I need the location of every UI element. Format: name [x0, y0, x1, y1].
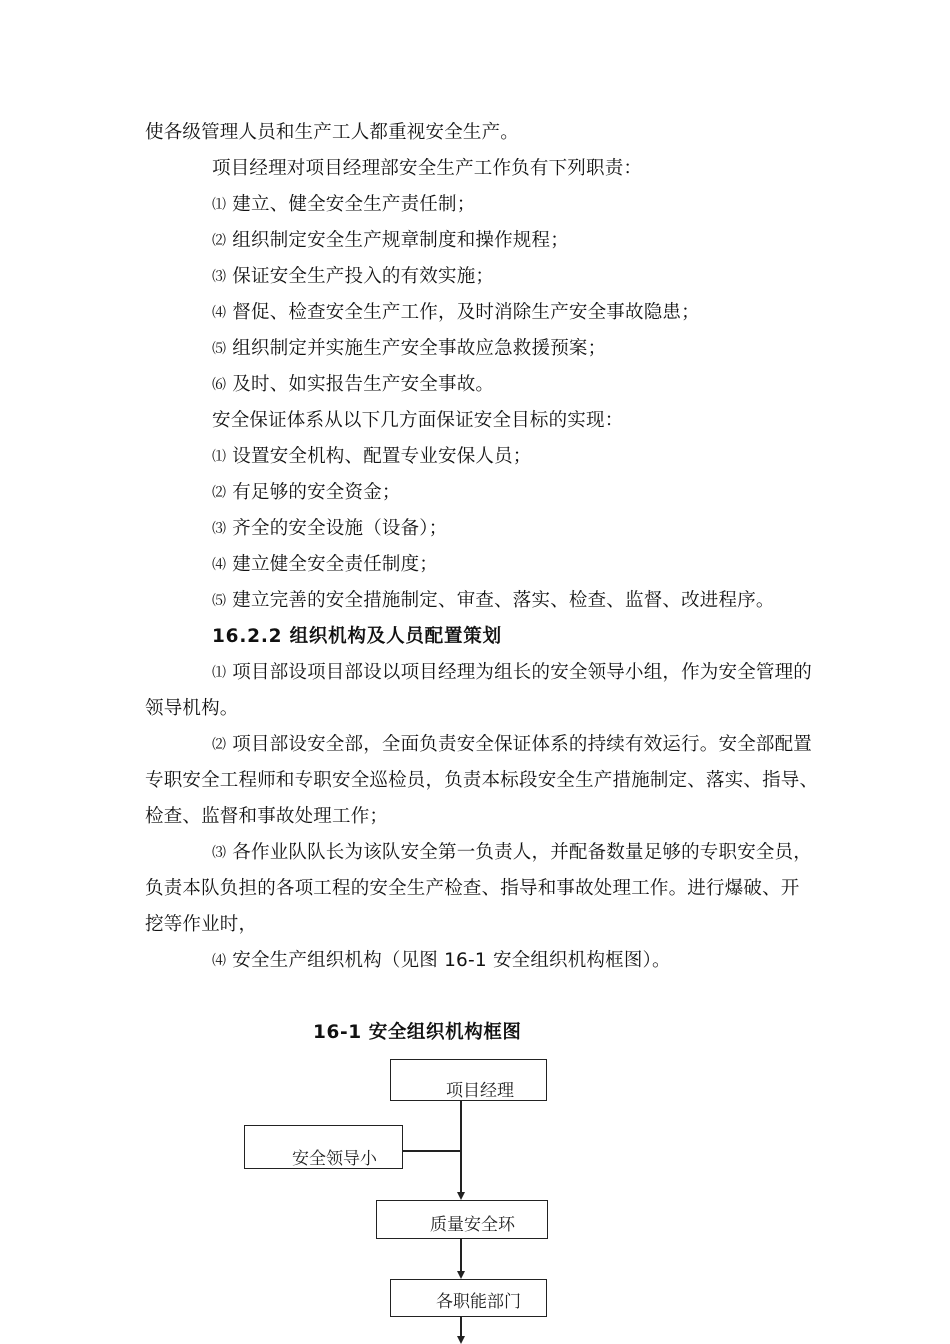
paragraph-text: 安全生产组织机构（见图 16-1 安全组织机构框图）。	[232, 950, 671, 971]
arrow-down-icon	[457, 1336, 465, 1344]
list-item	[212, 372, 494, 398]
list-item	[212, 552, 438, 578]
paragraph-line: 挖等作业时，	[145, 914, 258, 935]
list-item	[212, 192, 475, 218]
paragraph-line: 负责本队负担的各项工程的安全生产检查、指导和事故处理工作。进行爆破、开	[145, 878, 800, 899]
text-line: 使各级管理人员和生产工人都重视安全生产。	[145, 122, 520, 143]
text-line: 项目经理对项目经理部安全生产工作负有下列职责：	[212, 158, 643, 179]
list-text: 及时、如实报告生产安全事故。	[232, 374, 495, 395]
arrow-down-icon	[457, 1192, 465, 1200]
connector-line	[460, 1317, 462, 1337]
list-item	[212, 480, 401, 506]
paragraph-line: 检查、监督和事故处理工作；	[145, 806, 389, 827]
list-text: 组织制定安全生产规章制度和操作规程；	[232, 230, 569, 251]
paragraph-line	[212, 948, 671, 974]
section-heading: 16.2.2 组织机构及人员配置策划	[212, 626, 502, 647]
org-box-label: 安全领导小	[292, 1149, 377, 1169]
connector-line	[460, 1101, 462, 1192]
paragraph-line: 领导机构。	[145, 698, 239, 719]
list-item	[212, 516, 447, 542]
list-number: ⑷	[212, 305, 227, 321]
list-item	[212, 336, 606, 362]
list-item	[212, 228, 569, 254]
list-text: 建立、健全安全生产责任制；	[232, 194, 476, 215]
list-number: ⑸	[212, 341, 227, 357]
org-box-quality	[376, 1200, 548, 1239]
connector-line	[460, 1239, 462, 1271]
paragraph-text: 项目部设安全部，全面负责安全保证体系的持续有效运行。安全部配置	[232, 734, 812, 755]
list-number: ⑶	[212, 521, 227, 537]
list-item	[212, 444, 532, 470]
list-number: ⑴	[212, 665, 227, 681]
list-text: 督促、检查安全生产工作，及时消除生产安全事故隐患；	[232, 302, 700, 323]
list-text: 齐全的安全设施（设备）；	[232, 518, 448, 539]
list-number: ⑷	[212, 557, 227, 573]
figure-title: 16-1 安全组织机构框图	[313, 1022, 522, 1043]
arrow-down-icon	[457, 1271, 465, 1279]
connector-line	[403, 1150, 461, 1152]
list-number: ⑵	[212, 485, 227, 501]
list-text: 建立完善的安全措施制定、审查、落实、检查、监督、改进程序。	[232, 590, 775, 611]
list-number: ⑹	[212, 377, 227, 393]
list-number: ⑵	[212, 737, 227, 753]
list-number: ⑴	[212, 449, 227, 465]
list-number: ⑶	[212, 269, 227, 285]
paragraph-text: 各作业队队长为该队安全第一负责人，并配备数量足够的专职安全员，	[232, 842, 812, 863]
paragraph-line	[212, 732, 812, 758]
paragraph-text: 项目部设项目部设以项目经理为组长的安全领导小组，作为安全管理的	[232, 662, 812, 683]
list-text: 设置安全机构、配置专业安保人员；	[232, 446, 532, 467]
list-item	[212, 300, 700, 326]
org-box-label: 质量安全环	[430, 1215, 515, 1235]
org-box-label: 项目经理	[446, 1081, 514, 1101]
list-text: 建立健全安全责任制度；	[232, 554, 438, 575]
paragraph-line	[212, 840, 812, 866]
org-box-departments	[390, 1279, 547, 1317]
org-box-manager	[390, 1059, 547, 1101]
org-box-label: 各职能部门	[436, 1292, 521, 1312]
list-number: ⑸	[212, 593, 227, 609]
list-number: ⑷	[212, 953, 227, 969]
list-text: 有足够的安全资金；	[232, 482, 401, 503]
org-box-leader-group	[244, 1125, 403, 1169]
paragraph-line: 专职安全工程师和专职安全巡检员，负责本标段安全生产措施制定、落实、指导、	[145, 770, 819, 791]
list-number: ⑴	[212, 197, 227, 213]
text-line: 安全保证体系从以下几方面保证安全目标的实现：	[212, 410, 624, 431]
list-item	[212, 588, 775, 614]
paragraph-line	[212, 660, 812, 686]
list-number: ⑶	[212, 845, 227, 861]
list-item	[212, 264, 494, 290]
list-text: 组织制定并实施生产安全事故应急救援预案；	[232, 338, 607, 359]
list-number: ⑵	[212, 233, 227, 249]
list-text: 保证安全生产投入的有效实施；	[232, 266, 495, 287]
